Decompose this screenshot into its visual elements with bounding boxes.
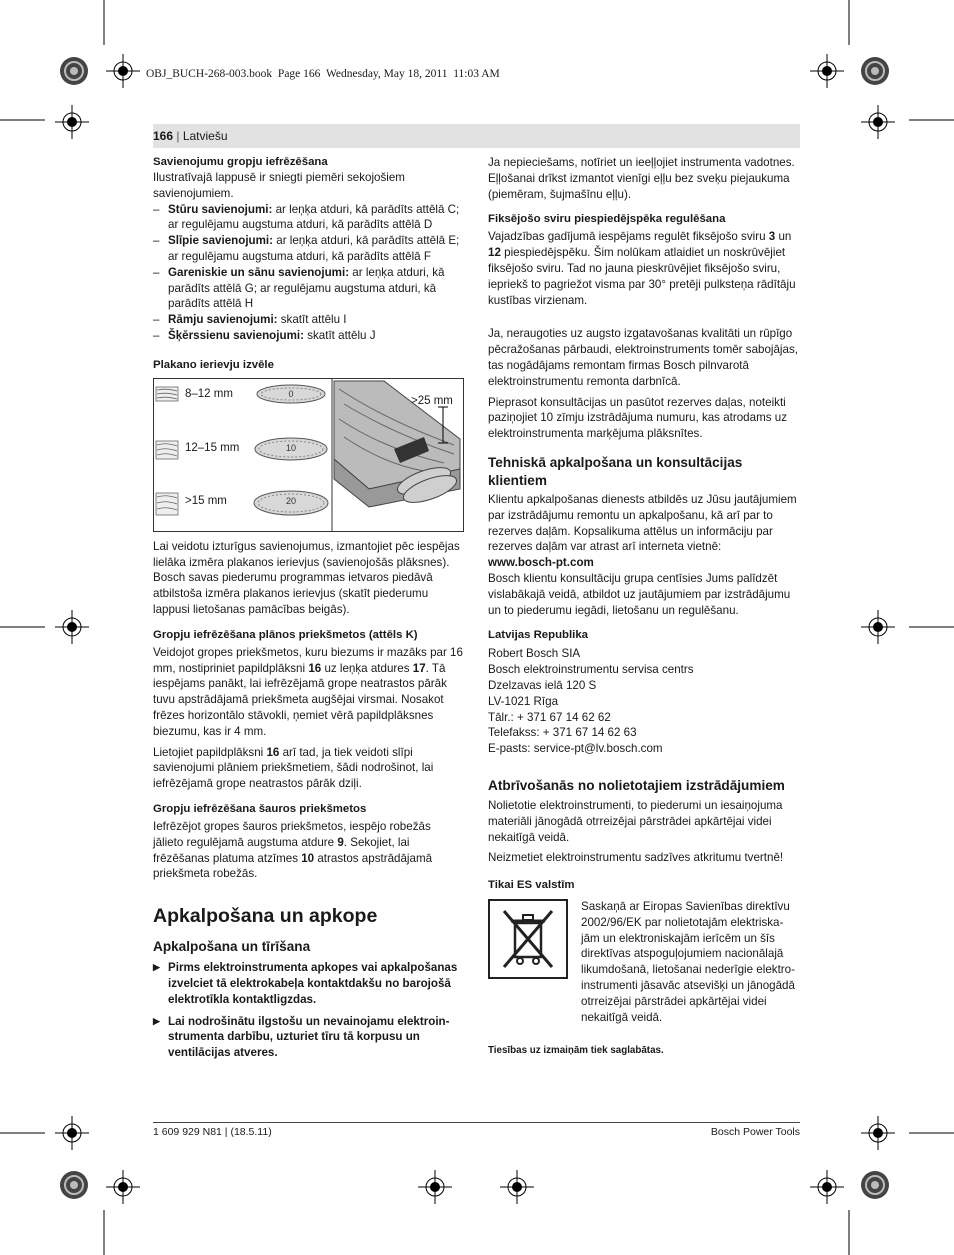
paragraph: Ja, neraugoties uz augsto izgatavošanas kvalitāti un rūpīgo pēcražošanas pārbaudi, elektroinstruments tomēr sabojājas, tas nogādājams remontam firmas Bosch pilnvarotā elektroinstrumentu remonta darbnīcā. bbox=[488, 327, 798, 388]
paragraph: Vajadzības gadījumā iespējams regulēt fiksējošo sviru 3 un 12 piespiedējspēku. Šim nolūkam atlaidiet un noskrūvējiet fiksējošo sviru. Tad no jauna pieskrūvējiet fiksējošo sviru, iepriekš to pagriežot visma par 30° pretēji pulksteņa rādītāju kustības virzienam. bbox=[488, 230, 796, 307]
biscuit-size-label: 0 bbox=[288, 388, 294, 399]
address-block bbox=[488, 646, 800, 757]
registration-target-icon bbox=[810, 1170, 844, 1204]
section-title: Gropju iefrēzēšana šauros priekšmetos bbox=[153, 802, 367, 815]
registration-target-icon bbox=[55, 1116, 89, 1150]
registration-target-icon bbox=[106, 54, 140, 88]
weee-block bbox=[488, 899, 800, 1025]
paragraph: Nolietotie elektroinstrumenti, to piederumi un iesaiņojuma materiāli jānogādā otrreizējai pārstrādei apkārtējai videi nekaitīgā veidā. bbox=[488, 798, 783, 844]
address-line: Robert Bosch SIA bbox=[488, 647, 581, 661]
main-section-title: Apkalpošana un apkope bbox=[153, 905, 378, 928]
registration-target-icon bbox=[55, 105, 89, 139]
warning-list bbox=[153, 960, 464, 1061]
address-line: Tālr.: + 371 67 14 62 62 bbox=[488, 710, 611, 724]
thickness-range-label: 12–15 mm bbox=[185, 441, 240, 454]
footer-brand: Bosch Power Tools bbox=[710, 1126, 800, 1138]
registration-target-icon bbox=[106, 1170, 140, 1204]
address-line: LV-1021 Rīga bbox=[488, 694, 559, 708]
address-line: E-pasts: service-pt@lv.bosch.com bbox=[488, 742, 663, 756]
website-link[interactable]: www.bosch-pt.com bbox=[488, 556, 594, 570]
weee-text-line: likumdošanā, lietošanai nederīgie elektro- bbox=[581, 963, 795, 977]
joint-list-item: – Slīpie savienojumi: ar leņķa atduri, kā parādīts attēlā E; ar regulējamu augstuma atduri, kā parādīts attēlā F bbox=[153, 234, 460, 263]
joint-list-item: – Rāmju savienojumi: skatīt attēlu I bbox=[153, 313, 347, 327]
section-title: Plakano ierievju izvēle bbox=[153, 358, 274, 371]
biscuit-size-label: 20 bbox=[285, 495, 296, 506]
footer-rule bbox=[153, 1122, 800, 1123]
weee-text-line: instrumenti jāsavāc atsevišķi un jānogādā bbox=[581, 979, 795, 993]
subsection-title: Tehniskā apkalpošana un konsultācijas klientiem bbox=[488, 454, 743, 488]
footer-doc-number: 1 609 929 N81 | (18.5.11) bbox=[153, 1126, 272, 1138]
thickness-range-label: >15 mm bbox=[185, 494, 227, 507]
joint-list bbox=[153, 202, 464, 344]
paragraph: Iefrēzējot gropes šauros priekšmetos, iespējo robežās jālieto regulējamā augstuma atdure 9. Sekojiet, lai frēzēšanas platuma atzīmes 10 atrastos apstrādājamā priekšmeta robežās. bbox=[153, 819, 433, 881]
paragraph: Ilustratīvajā lappusē ir sniegti piemēri sekojošiem savienojumiem. bbox=[153, 171, 405, 200]
paragraph: Lai veidotu izturīgus savienojumus, izmantojiet pēc iespējas lielāka izmēra plakanos ierievjus (savienojošās plāksnes). Bosch savas piederumu programmas ietvaros piedāvā atbilstoša izmēra plakanos ierievjus (skatīt piederumu lappusi lietošanas pamācības beigās). bbox=[153, 539, 460, 616]
paragraph: Veidojot gropes priekšmetos, kuru biezums ir mazāks par 16 mm, nostipriniet papildplāksni 16 uz leņķa atdures 17. Tā iespējams panākt, lai iefrēzējamā grope neatrastos pārāk tuvu apstrādājamā priekšmeta augšējai virsmai. Nosakot frēzes horizontālo stāvokli, ņemiet vērā papildplāksnes biezumu, kas ir 4 mm. bbox=[153, 645, 463, 738]
starburst-target-icon bbox=[860, 56, 890, 86]
warning-item: ▶ Lai nodrošinātu ilgstošu un nevainojamu elektroinstrumenta darbību, uzturiet tīru tā korpusu un ventilācijas atveres. bbox=[153, 1014, 450, 1060]
warning-item: ▶ Pirms elektroinstrumenta apkopes vai apkalpošanas izvelciet tā elektrokabeļa kontaktdakšu no barojošā elektrotīkla kontaktligzdas. bbox=[153, 961, 458, 1006]
joint-list-item: – Gareniskie un sānu savienojumi: ar leņķa atduri, kā parādīts attēlā G; ar regulējamu augstuma atduri, kā parādīts attēlā H bbox=[153, 265, 445, 311]
weee-text-line: 2002/96/EK par nolietotajām elektriska- bbox=[581, 915, 784, 929]
paragraph: Lietojiet papildplāksni 16 arī tad, ja tiek veidoti slīpi savienojumi plāniem priekšmetiem, šādi nodrošinot, lai iefrēzējamā grope neatrastos pārāk dziļi. bbox=[153, 745, 434, 791]
registration-target-icon bbox=[861, 610, 895, 644]
paragraph: Bosch klientu konsultāciju grupa centīsies Jums palīdzēt vislabākajā veidā, atbildot uz jautājumiem par izstrādājumu un to piederumu iegādi, lietošanu un regulēšanu. bbox=[488, 571, 791, 617]
crossed-bin-icon bbox=[488, 899, 568, 979]
weee-text-line: nekaitīgā veidā. bbox=[581, 1010, 663, 1024]
weee-text bbox=[581, 899, 795, 1025]
book-info-line: OBJ_BUCH-268-003.book Page 166 Wednesday, May 18, 2011 11:03 AM bbox=[146, 68, 500, 80]
right-column bbox=[488, 155, 800, 1056]
biscuit-size-label: 10 bbox=[285, 442, 296, 453]
weee-text-line: Saskaņā ar Eiropas Savienības direktīvu bbox=[581, 900, 790, 914]
registration-target-icon bbox=[861, 1116, 895, 1150]
subsection-title: Apkalpošana un tīrīšana bbox=[153, 939, 311, 955]
subsection-title: Atbrīvošanās no nolietotajiem izstrādājumiem bbox=[488, 777, 785, 793]
starburst-target-icon bbox=[59, 1170, 89, 1200]
page-header-bar bbox=[153, 124, 800, 148]
starburst-target-icon bbox=[860, 1170, 890, 1200]
registration-target-icon bbox=[500, 1170, 534, 1204]
paragraph: Pieprasot konsultācijas un pasūtot rezerves daļas, noteikti paziņojiet 10 zīmju izstrādājuma numuru, kas atrodams uz elektroinstrumenta marķējuma plāksnītes. bbox=[488, 395, 787, 441]
rights-reserved-note: Tiesības uz izmaiņām tiek saglabātas. bbox=[488, 1045, 664, 1057]
registration-target-icon bbox=[418, 1170, 452, 1204]
page-language: Latviešu bbox=[182, 129, 228, 143]
weee-text-line: direktīvas atspoguļojumiem nacionālajā bbox=[581, 947, 784, 961]
weee-text-line: otrreizējai pārstrādei apkārtējai videi bbox=[581, 994, 767, 1008]
section-title: Gropju iefrēzēšana plānos priekšmetos (attēls K) bbox=[153, 628, 418, 641]
biscuit-size-figure bbox=[153, 378, 464, 532]
section-title: Savienojumu gropju iefrēzēšana bbox=[153, 156, 328, 168]
page-number: 166 bbox=[153, 129, 174, 143]
starburst-target-icon bbox=[59, 56, 89, 86]
paragraph: Neizmetiet elektroinstrumentu sadzīves atkritumu tvertnē! bbox=[488, 851, 784, 865]
registration-target-icon bbox=[55, 610, 89, 644]
joint-list-item: – Stūru savienojumi: ar leņķa atduri, kā parādīts attēlā C; ar regulējamu augstuma atduri, kā parādīts attēlā D bbox=[153, 202, 460, 232]
address-line: Telefakss: + 371 67 14 62 63 bbox=[488, 726, 637, 740]
registration-target-icon bbox=[810, 54, 844, 88]
thickness-label: >25 mm bbox=[411, 394, 453, 407]
joint-list-item: – Šķērssienu savienojumi: skatīt attēlu J bbox=[153, 328, 376, 342]
weee-text-line: jām un elektroniskajām ierīcēm un šīs bbox=[581, 931, 775, 945]
paragraph: Klientu apkalpošanas dienests atbildēs uz Jūsu jautājumiem par izstrādājumu remontu un apkalpošanu, kā arī par to rezerves daļām. Kopsalikuma attēlus un informāciju par rezerves daļām var atrast arī interneta vietnē: bbox=[488, 492, 797, 554]
section-title: Latvijas Republika bbox=[488, 629, 589, 642]
thickness-range-label: 8–12 mm bbox=[185, 387, 233, 400]
left-column bbox=[153, 155, 464, 1067]
registration-target-icon bbox=[861, 105, 895, 139]
address-line: Dzelzavas ielā 120 S bbox=[488, 678, 597, 692]
address-line: Bosch elektroinstrumentu servisa centrs bbox=[488, 663, 694, 677]
section-title: Fiksējošo sviru piespiedējspēka regulēšana bbox=[488, 213, 726, 226]
paragraph: Ja nepieciešams, notīriet un ieeļļojiet instrumenta vadotnes. Eļļošanai drīkst izmantot vienīgi eļļu bez sveķu piejaukuma (piemēram, šujmašīnu eļļu). bbox=[488, 156, 795, 201]
section-title: Tikai ES valstīm bbox=[488, 879, 575, 892]
separator: | bbox=[176, 129, 183, 143]
